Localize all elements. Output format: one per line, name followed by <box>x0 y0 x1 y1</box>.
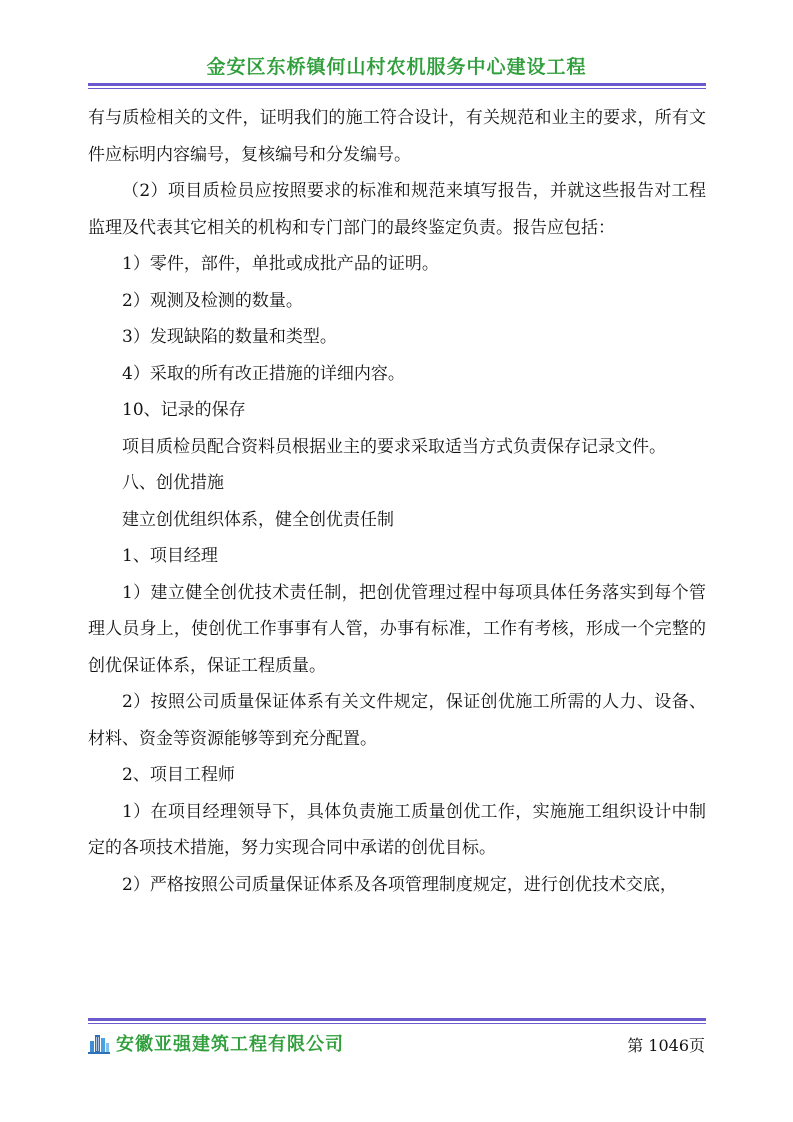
paragraph: 1）建立健全创优技术责任制，把创优管理过程中每项具体任务落实到每个管理人员身上，使创优工作事事有人管，办事有标准，工作有考核，形成一个完整的创优保证体系，保证工程质量。 <box>88 582 706 676</box>
section-heading: 10、记录的保存 <box>122 400 246 420</box>
paragraph: 有与质检相关的文件，证明我们的施工符合设计，有关规范和业主的要求，所有文件应标明内容编号，复核编号和分发编号。 <box>88 108 706 165</box>
header-title: 金安区东桥镇何山村农机服务中心建设工程 <box>206 56 587 78</box>
company-name: 安徽亚强建筑工程有限公司 <box>116 1034 344 1055</box>
paragraph: 2）严格按照公司质量保证体系及各项管理制度规定，进行创优技术交底， <box>122 874 677 895</box>
paragraph: 项目质检员配合资料员根据业主的要求采取适当方式负责保存记录文件。 <box>122 436 666 457</box>
paragraph: 建立创优组织体系，健全创优责任制 <box>122 509 394 530</box>
list-item: 3）发现缺陷的数量和类型。 <box>122 327 337 347</box>
paragraph: 1）在项目经理领导下，具体负责施工质量创优工作，实施施工组织设计中制定的各项技术措施，努力实现合同中承诺的创优目标。 <box>88 801 706 858</box>
page-number: 第 1046页 <box>627 1036 705 1055</box>
list-item: 1）零件，部件，单批或成批产品的证明。 <box>122 254 439 274</box>
header-rule <box>88 83 706 89</box>
section-heading: 2、项目工程师 <box>122 765 235 785</box>
paragraph: （2）项目质检员应按照要求的标准和规范来填写报告，并就这些报告对工程监理及代表其它相关的机构和专门部门的最终鉴定负责。报告应包括： <box>88 181 706 238</box>
building-logo-icon <box>88 1032 110 1054</box>
section-heading: 1、项目经理 <box>122 546 218 566</box>
list-item: 4）采取的所有改正措施的详细内容。 <box>122 363 405 384</box>
footer-rule <box>88 1018 706 1024</box>
footer-brand <box>88 1030 344 1056</box>
paragraph: 2）按照公司质量保证体系有关文件规定，保证创优施工所需的人力、设备、材料、资金等资源能够等到充分配置。 <box>88 692 706 749</box>
section-heading: 八、创优措施 <box>122 473 224 493</box>
list-item: 2）观测及检测的数量。 <box>122 290 303 311</box>
document-body <box>88 100 706 903</box>
